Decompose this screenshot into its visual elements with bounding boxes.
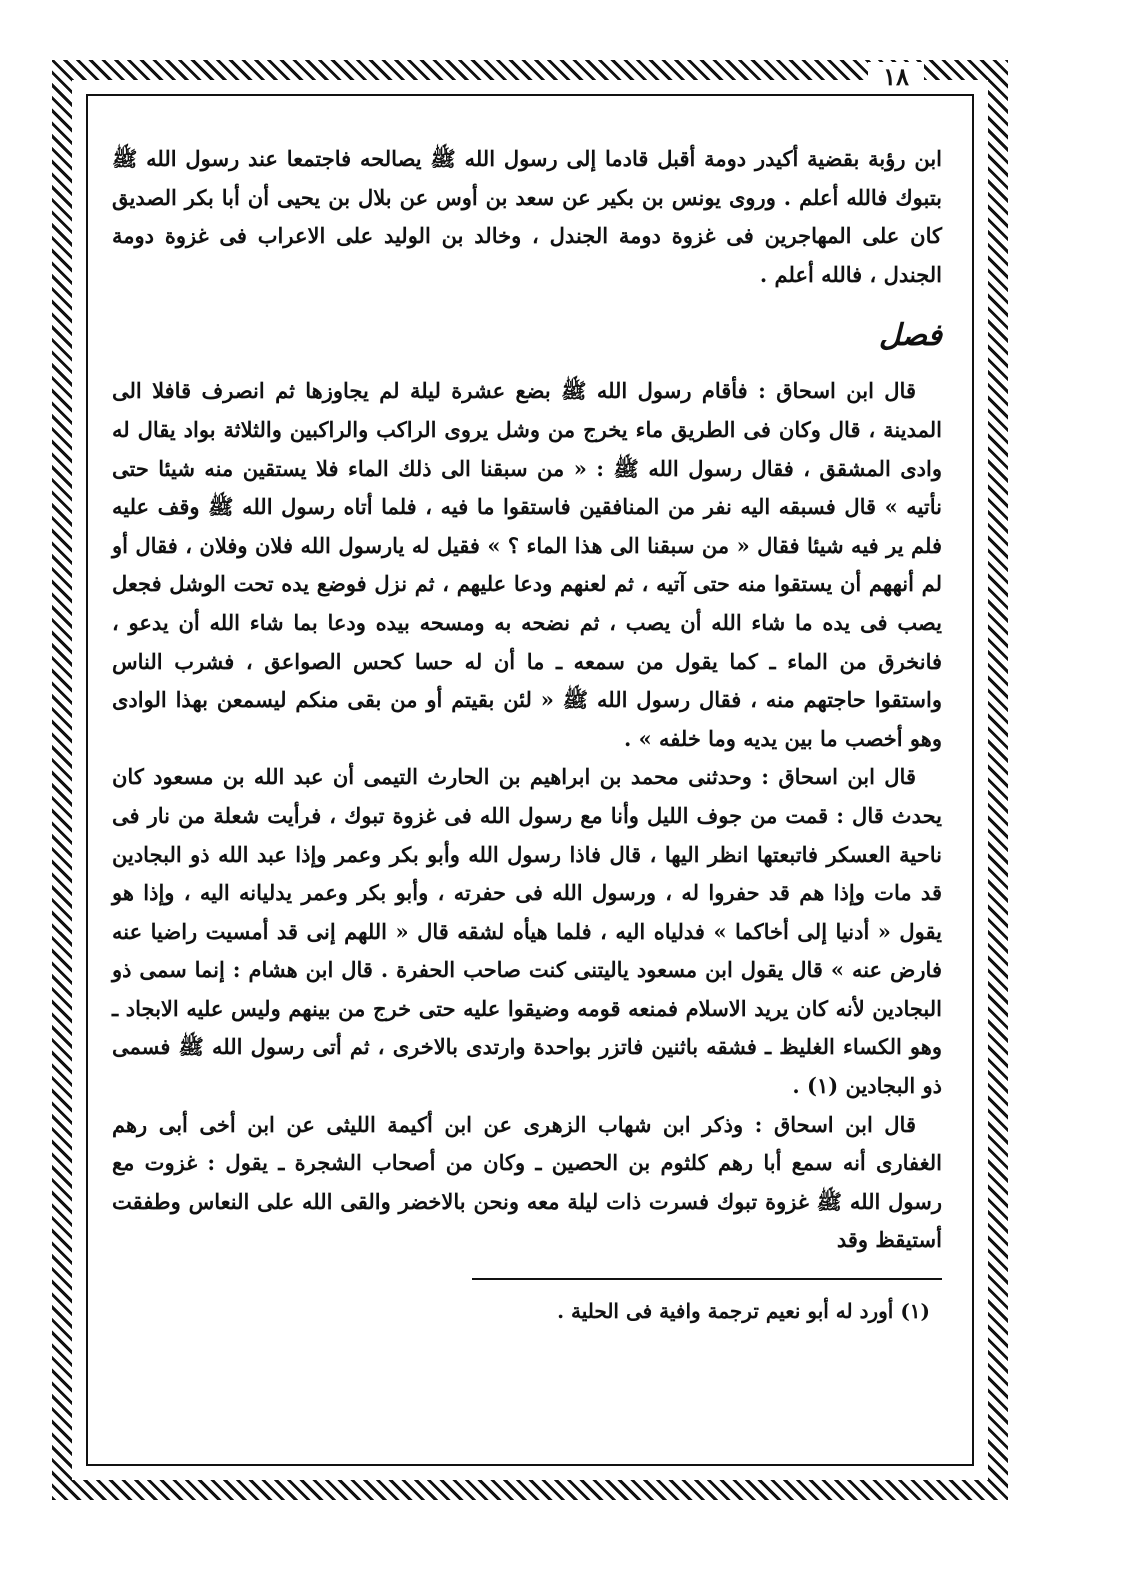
- paragraph-abu-ruhm: قال ابن اسحاق : وذكر ابن شهاب الزهرى عن ابن أكيمة الليثى عن ابن أخى أبى رهم الغفارى أنه سمع أبا رهم كلثوم بن الحصين ـ وكان من أصحاب الشجرة ـ يقول : غزوت مع رسول الله ﷺ غزوة تبوك فسرت ذات ليلة معه ونحن بالاخضر والقى الله على النعاس وطفقت أستيقظ وقد: [112, 1111, 942, 1253]
- paragraph-dhul-bijadayn: قال ابن اسحاق : وحدثنى محمد بن ابراهيم بن الحارث التيمى أن عبد الله بن مسعود كان يحدث قال : قمت من جوف الليل وأنا مع رسول الله فى غزوة تبوك ، فرأيت شعلة من نار فى ناحية العسكر فاتبعتها انظر اليها ، قال فاذا رسول الله وأبو بكر وعمر وإذا عبد الله ذو البجادين قد مات وإذا هم قد حفروا له ، ورسول الله فى حفرته ، وأبو بكر وعمر يدليانه اليه ، وإذا هو يقول « أدنيا إلى أخاكما » فدلياه اليه ، فلما هيأه لشقه قال « اللهم إنى قد أمسيت راضيا عنه فارض عنه » قال يقول ابن مسعود ياليتنى كنت صاحب الحفرة . قال ابن هشام : إنما سمى ذو البجادين لأنه كان يريد الاسلام فمنعه قومه وضيقوا عليه حتى خرج من بينهم وليس عليه الابجاد ـ وهو الكساء الغليظ ـ فشقه باثنين فاتزر بواحدة وارتدى بالاخرى ، ثم أتى رسول الله ﷺ فسمى ذو البجادين (١) .: [112, 764, 942, 1099]
- paragraph-wadi-mushaqqaq: قال ابن اسحاق : فأقام رسول الله ﷺ بضع عشرة ليلة لم يجاوزها ثم انصرف قافلا الى المدينة ، قال وكان فى الطريق ماء يخرج من وشل يروى الراكب والراكبين والثلاثة بواد يقال له وادى المشقق ، فقال رسول الله ﷺ : « من سبقنا الى ذلك الماء فلا يستقين منه شيئا حتى نأتيه » قال فسبقه اليه نفر من المنافقين فاستقوا ما فيه ، فلما أتاه رسول الله ﷺ وقف عليه فلم ير فيه شيئا فقال « من سبقنا الى هذا الماء ؟ » فقيل له يارسول الله فلان وفلان ، فقال أو لم أنههم أن يستقوا منه حتى آتيه ، ثم لعنهم ودعا عليهم ، ثم نزل فوضع يده تحت الوشل فجعل يصب فى يده ما شاء الله أن يصب ، ثم نضحه به ومسحه بيده ودعا بما شاء الله أن يدعو ، فانخرق من الماء ـ كما يقول من سمعه ـ ما أن له حسا كحس الصواعق ، فشرب الناس واستقوا حاجتهم منه ، فقال رسول الله ﷺ « لئن بقيتم أو من بقى منكم ليسمعن بهذا الوادى وهو أخصب ما بين يديه وما خلفه » .: [112, 378, 942, 751]
- section-heading: فصل: [878, 318, 942, 354]
- page-body: [112, 140, 942, 1328]
- footnote: (١) أورد له أبو نعيم ترجمة وافية فى الحلية .: [557, 1299, 930, 1324]
- footnote-separator: [472, 1278, 942, 1280]
- page-number: ١٨: [868, 62, 924, 92]
- paragraph-intro: ابن رؤبة بقضية أكيدر دومة أقبل قادما إلى رسول الله ﷺ يصالحه فاجتمعا عند رسول الله ﷺ بتبوك فالله أعلم . وروى يونس بن بكير عن سعد بن أوس عن بلال بن يحيى أن أبا بكر الصديق كان على المهاجرين فى غزوة دومة الجندل ، وخالد بن الوليد على الاعراب فى غزوة دومة الجندل ، فالله أعلم .: [112, 146, 942, 287]
